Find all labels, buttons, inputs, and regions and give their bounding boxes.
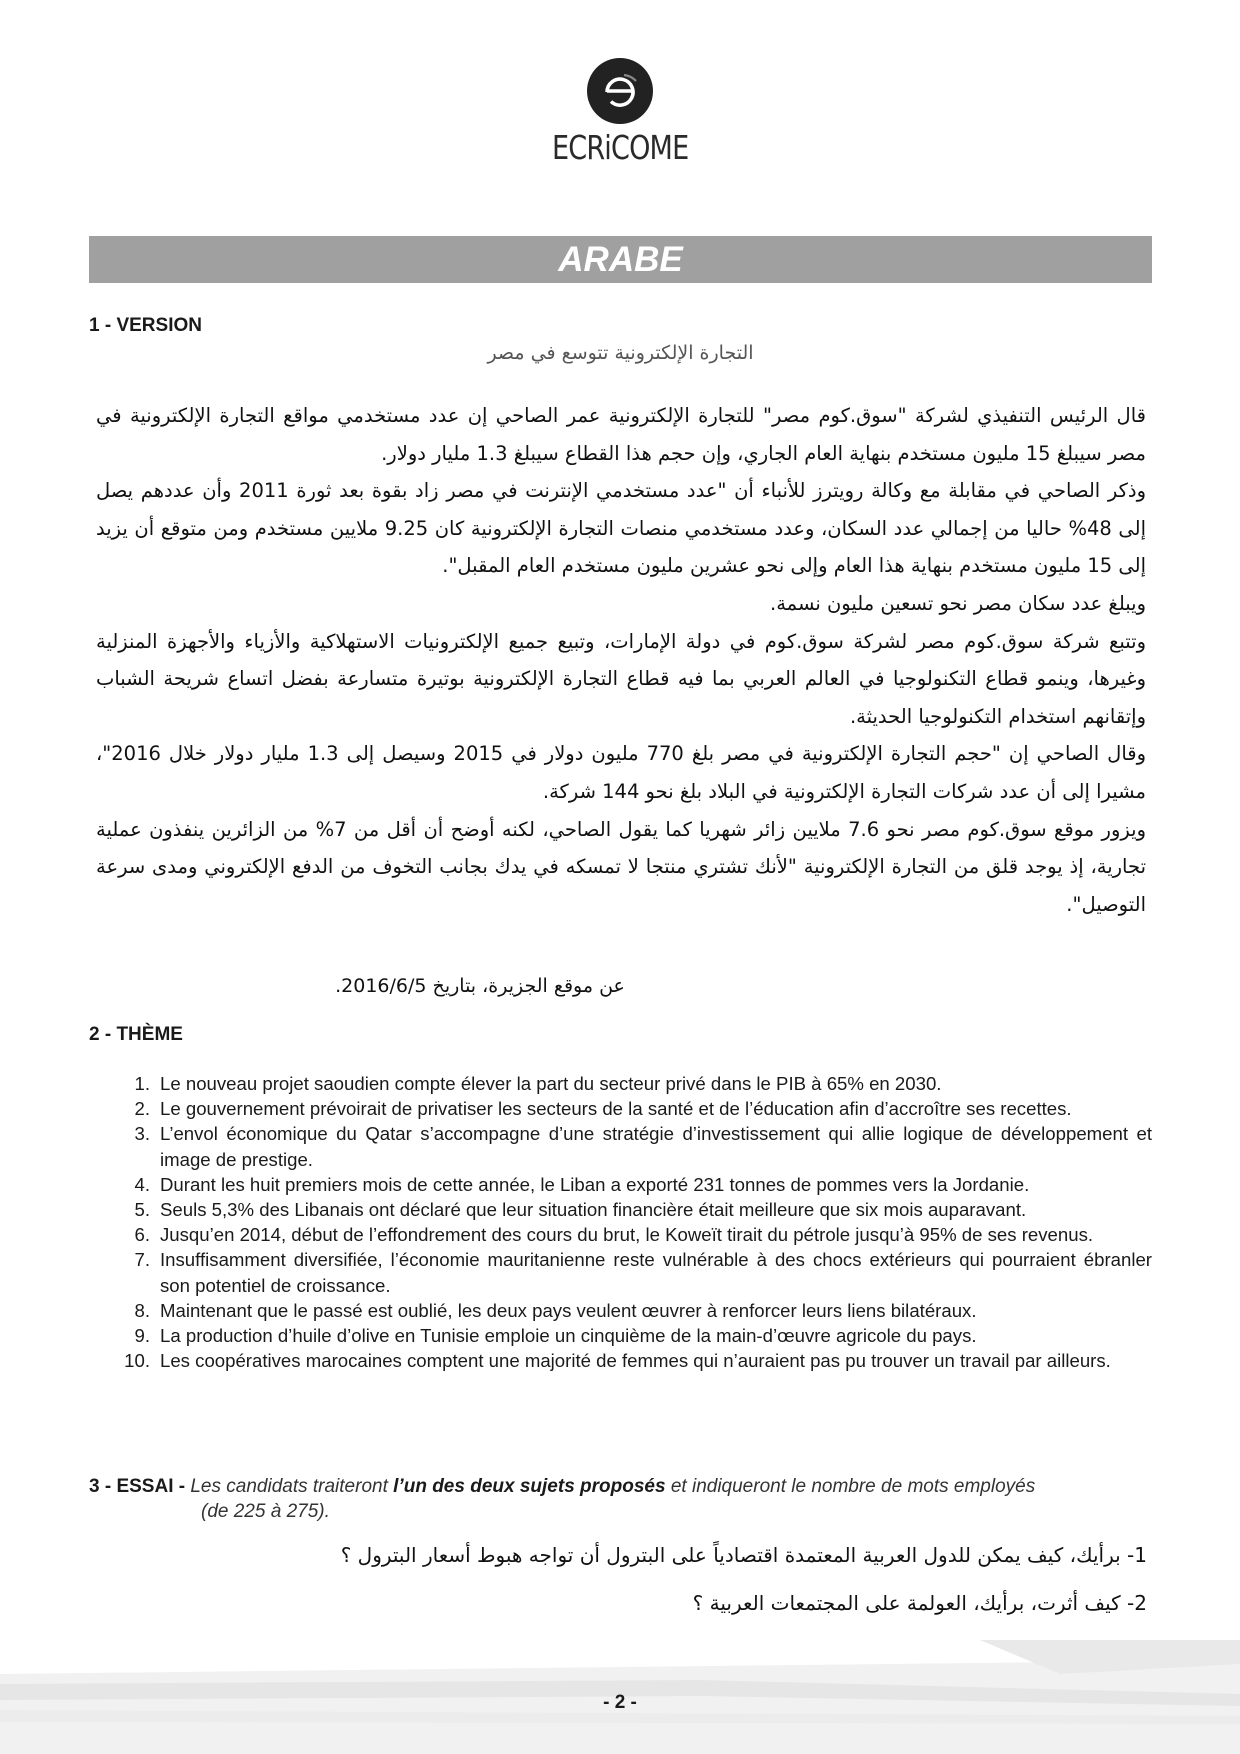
arabic-paragraph: قال الرئيس التنفيذي لشركة "سوق.كوم مصر" للتجارة الإلكترونية عمر الصاحي إن عدد مستخدمي مواقع التجارة الإلكترونية في مصر سيبلغ 15 مليون مستخدم بنهاية العام الجاري، وإن حجم هذا القطاع سيبلغ 1.3 مليار دولار. xyxy=(96,404,1146,465)
subject-banner xyxy=(89,236,1152,283)
ecricome-logo xyxy=(0,58,1240,167)
arabic-text-title: التجارة الإلكترونية تتوسع في مصر xyxy=(487,342,754,364)
essay-intro-b: et indiqueront le nombre de mots employés xyxy=(670,1476,1036,1497)
arabic-paragraph: وقال الصاحي إن "حجم التجارة الإلكترونية في مصر بلغ 770 مليون دولار في 2015 وسيصل إلى 1.3 مليار دولار خلال 2016"، مشيرا إلى أن عدد شركات التجارة الإلكترونية في البلاد بلغ نحو 144 شركة. xyxy=(96,742,1147,803)
essay-instructions xyxy=(89,1474,1152,1524)
list-item-number: 4. xyxy=(134,1173,150,1195)
banner-title: ARABE xyxy=(558,240,683,279)
arabic-paragraph: وذكر الصاحي في مقابلة مع وكالة رويترز للأنباء أن "عدد مستخدمي الإنترنت في مصر زاد بقوة بعد ثورة 2011 وأن عددهم يصل إلى 48% حاليا من إجمالي عدد السكان، وعدد مستخدمي منصات التجارة الإلكترونية كان 9.25 ملايين مستخدم ومن متوقع أن يزيد إلى 15 مليون مستخدم بنهاية هذا العام وإلى نحو عشرين مليون مستخدم العام المقبل". xyxy=(96,479,1147,578)
list-item-number: 5. xyxy=(134,1199,150,1221)
arabic-paragraph: ويزور موقع سوق.كوم مصر نحو 7.6 ملايين زائر شهريا كما يقول الصاحي، لكنه أوضح أن أقل من 7% من الزائرين ينفذون عملية تجارية، إذ يوجد قلق من التجارة الإلكترونية "لأنك تشتري منتجا لا تمسكه في يدك بجانب التخوف من الدفع الإلكتروني ومدى سرعة التوصيل". xyxy=(96,817,1146,916)
list-item xyxy=(89,1197,1152,1222)
list-item-text: Seuls 5,3% des Libanais ont déclaré que leur situation financière était meilleure que six mois auparavant. xyxy=(160,1199,1027,1221)
list-item-text: Les coopératives marocaines comptent une majorité de femmes qui n’auraient pas pu trouver un travail par ailleurs. xyxy=(160,1350,1111,1372)
list-item xyxy=(89,1247,1152,1297)
arabic-paragraph: وتتبع شركة سوق.كوم مصر لشركة سوق.كوم في دولة الإمارات، وتبيع جميع الإلكترونيات الاستهلاكية والأزياء والأجهزة المنزلية وغيرها، وينمو قطاع التكنولوجيا في العالم العربي بما فيه قطاع التجارة الإلكترونية بوتيرة متسارعة بفضل اتساع شريحة الشباب وإتقانهم استخدام التكنولوجيا الحديثة. xyxy=(96,629,1146,728)
list-item-text: L’envol économique du Qatar s’accompagne d’une stratégie d’investissement qui allie logique de développement et image de prestige. xyxy=(160,1123,1152,1170)
list-item-text: Insuffisamment diversifiée, l’économie mauritanienne reste vulnérable à des chocs extérieurs qui pourraient ébranler son potentiel de croissance. xyxy=(160,1249,1152,1296)
list-item xyxy=(89,1348,1152,1373)
list-item-text: Le nouveau projet saoudien compte élever la part du secteur privé dans le PIB à 65% en 2030. xyxy=(160,1073,942,1094)
list-item xyxy=(89,1323,1152,1348)
theme-sentence-list xyxy=(89,1071,1152,1373)
arabic-paragraph: ويبلغ عدد سكان مصر نحو تسعين مليون نسمة. xyxy=(770,591,1146,615)
essay-intro-bold: l’un des deux sujets proposés xyxy=(393,1476,666,1497)
list-item-text: Jusqu’en 2014, début de l’effondrement des cours du brut, le Koweït tirait du pétrole jusqu’à 95% de ses revenus. xyxy=(160,1224,1094,1246)
list-item xyxy=(89,1172,1152,1197)
list-item-number: 3. xyxy=(134,1123,150,1145)
list-item xyxy=(89,1096,1152,1121)
logo-wordmark: ECRiCOME xyxy=(551,128,689,167)
list-item xyxy=(89,1298,1152,1323)
page-number: - 2 - xyxy=(603,1692,637,1713)
list-item-number: 8. xyxy=(134,1299,150,1321)
list-item-number: 9. xyxy=(134,1325,150,1347)
essay-intro-line2: (de 225 à 275). xyxy=(201,1501,330,1522)
list-item-number: 7. xyxy=(134,1249,150,1271)
list-item-number: 1. xyxy=(134,1073,150,1094)
essay-intro-a: Les candidats traiteront xyxy=(190,1476,388,1497)
section-version-title: 1 - VERSION xyxy=(89,315,202,336)
list-item-number: 10. xyxy=(124,1350,150,1372)
list-item xyxy=(89,1071,1152,1096)
section-essay-title: 3 - ESSAI - xyxy=(89,1476,186,1497)
list-item-number: 2. xyxy=(134,1098,150,1120)
list-item-text: Maintenant que le passé est oublié, les deux pays veulent œuvrer à renforcer leurs liens bilatéraux. xyxy=(160,1299,977,1321)
arabic-text-body xyxy=(96,397,1146,923)
arabic-text-source: عن موقع الجزيرة، بتاريخ 2016/6/5. xyxy=(335,975,625,997)
section-theme-title: 2 - THÈME xyxy=(89,1024,183,1045)
essay-question-2: 2- كيف أثرت، برأيك، العولمة على المجتمعات العربية ؟ xyxy=(692,1591,1147,1615)
list-item-text: La production d’huile d’olive en Tunisie emploie un cinquième de la main-d’œuvre agricole du pays. xyxy=(160,1325,977,1347)
list-item-text: Durant les huit premiers mois de cette année, le Liban a exporté 231 tonnes de pommes vers la Jordanie. xyxy=(160,1173,1030,1195)
list-item xyxy=(89,1222,1152,1247)
list-item xyxy=(89,1121,1152,1171)
essay-question-1: 1- برأيك، كيف يمكن للدول العربية المعتمدة اقتصادياً على البترول أن تواجه هبوط أسعار البترول ؟ xyxy=(340,1543,1147,1567)
e-circle-logo-icon xyxy=(587,58,653,124)
list-item-number: 6. xyxy=(134,1224,150,1246)
list-item-text: Le gouvernement prévoirait de privatiser les secteurs de la santé et de l’éducation afin d’accroître ses recettes. xyxy=(160,1098,1072,1120)
